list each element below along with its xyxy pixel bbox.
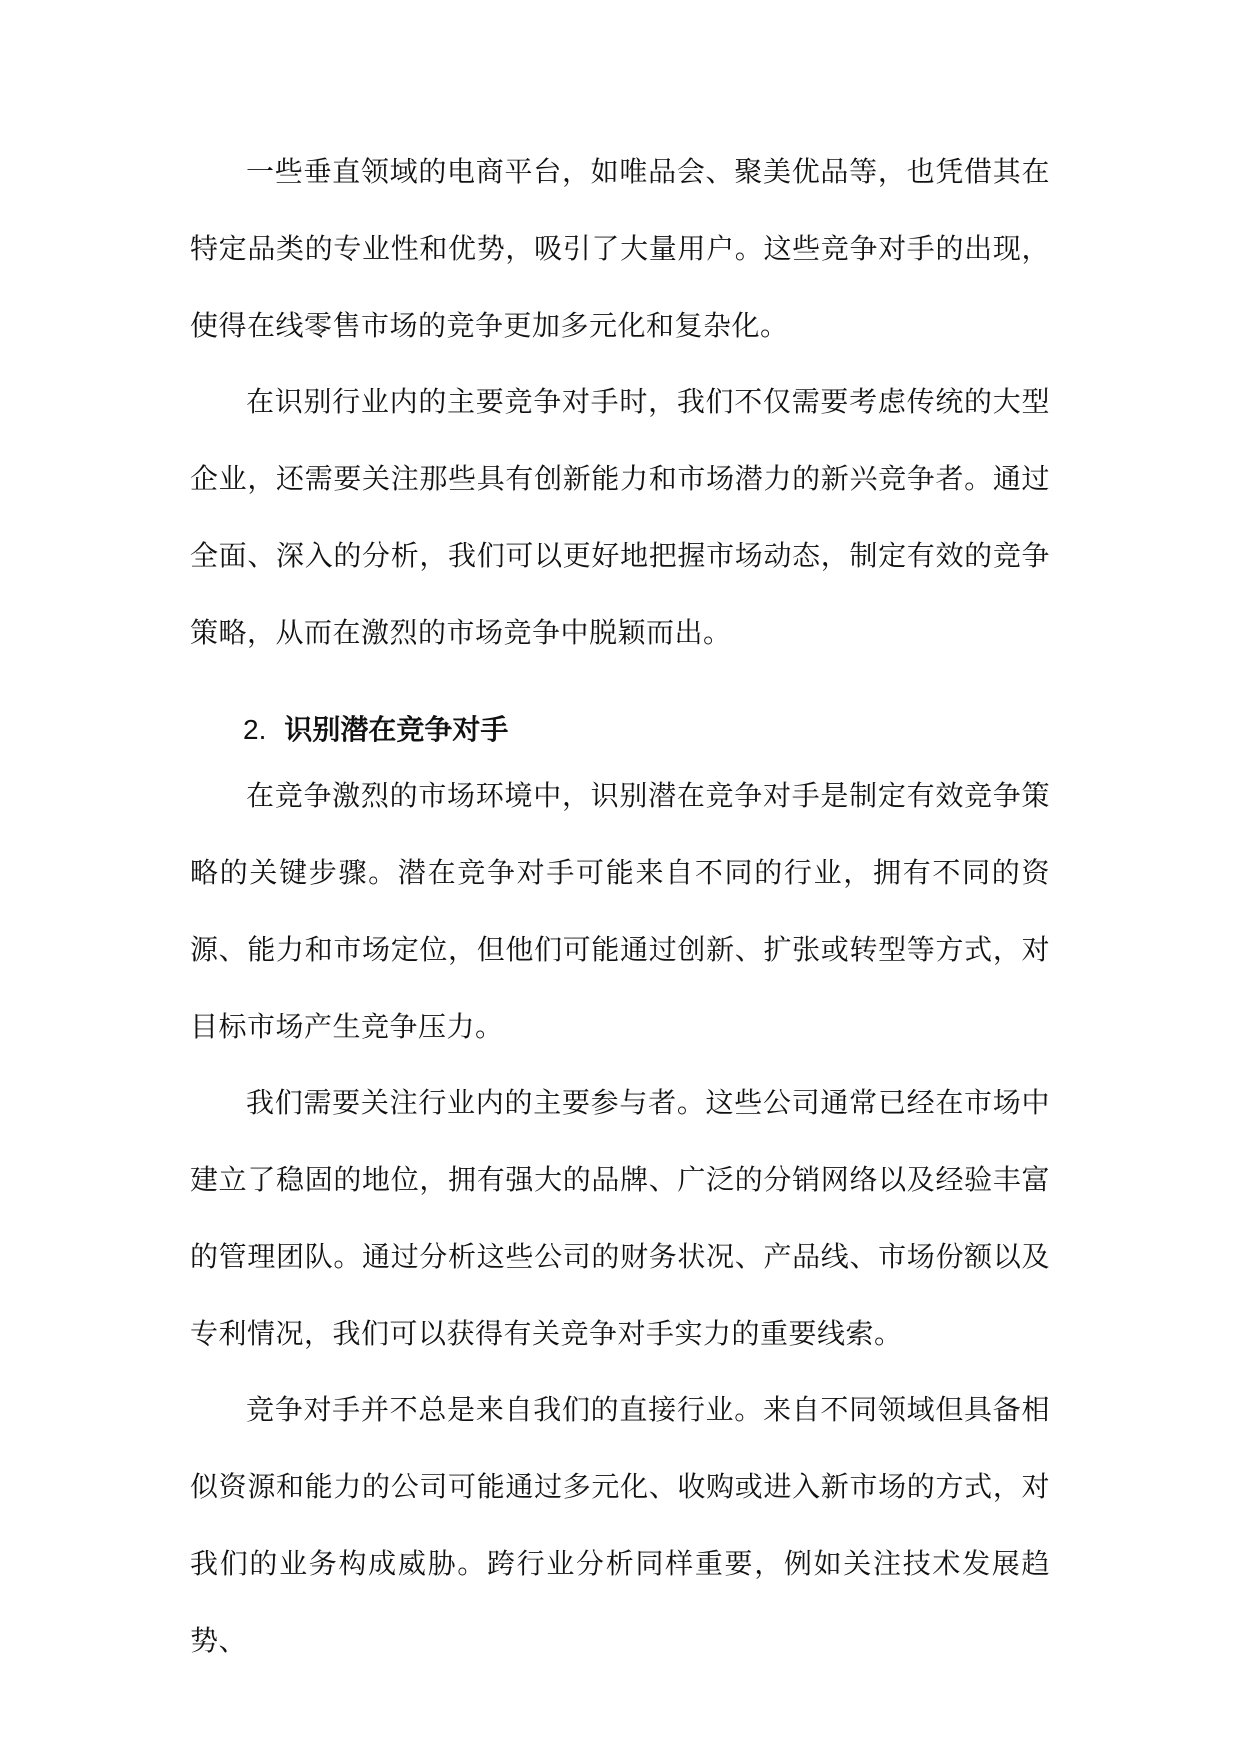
paragraph-ecommerce-competitors: 一些垂直领域的电商平台，如唯品会、聚美优品等，也凭借其在特定品类的专业性和优势，吸引了大量用户。这些竞争对手的出现，使得在线零售市场的竞争更加多元化和复杂化。 bbox=[190, 155, 1050, 342]
paragraph-cross-industry: 竞争对手并不总是来自我们的直接行业。来自不同领域但具备相似资源和能力的公司可能通过多元化、收购或进入新市场的方式，对我们的业务构成威胁。跨行业分析同样重要，例如关注技术发展趋势、 bbox=[190, 1393, 1050, 1657]
paragraph-industry-participants: 我们需要关注行业内的主要参与者。这些公司通常已经在市场中建立了稳固的地位，拥有强大的品牌、广泛的分销网络以及经验丰富的管理团队。通过分析这些公司的财务状况、产品线、市场份额以及专利情况，我们可以获得有关竞争对手实力的重要线索。 bbox=[190, 1086, 1050, 1350]
section-heading bbox=[243, 700, 508, 760]
section-title: 识别潜在竞争对手 bbox=[284, 713, 509, 746]
paragraph-potential-competitors: 在竞争激烈的市场环境中，识别潜在竞争对手是制定有效竞争策略的关键步骤。潜在竞争对手可能来自不同的行业，拥有不同的资源、能力和市场定位，但他们可能通过创新、扩张或转型等方式，对目标市场产生竞争压力。 bbox=[190, 779, 1050, 1043]
section-number: 2. bbox=[243, 714, 267, 745]
paragraph-identify-main-competitors: 在识别行业内的主要竞争对手时，我们不仅需要考虑传统的大型企业，还需要关注那些具有创新能力和市场潜力的新兴竞争者。通过全面、深入的分析，我们可以更好地把握市场动态，制定有效的竞争策略，从而在激烈的市场竞争中脱颖而出。 bbox=[190, 385, 1050, 649]
